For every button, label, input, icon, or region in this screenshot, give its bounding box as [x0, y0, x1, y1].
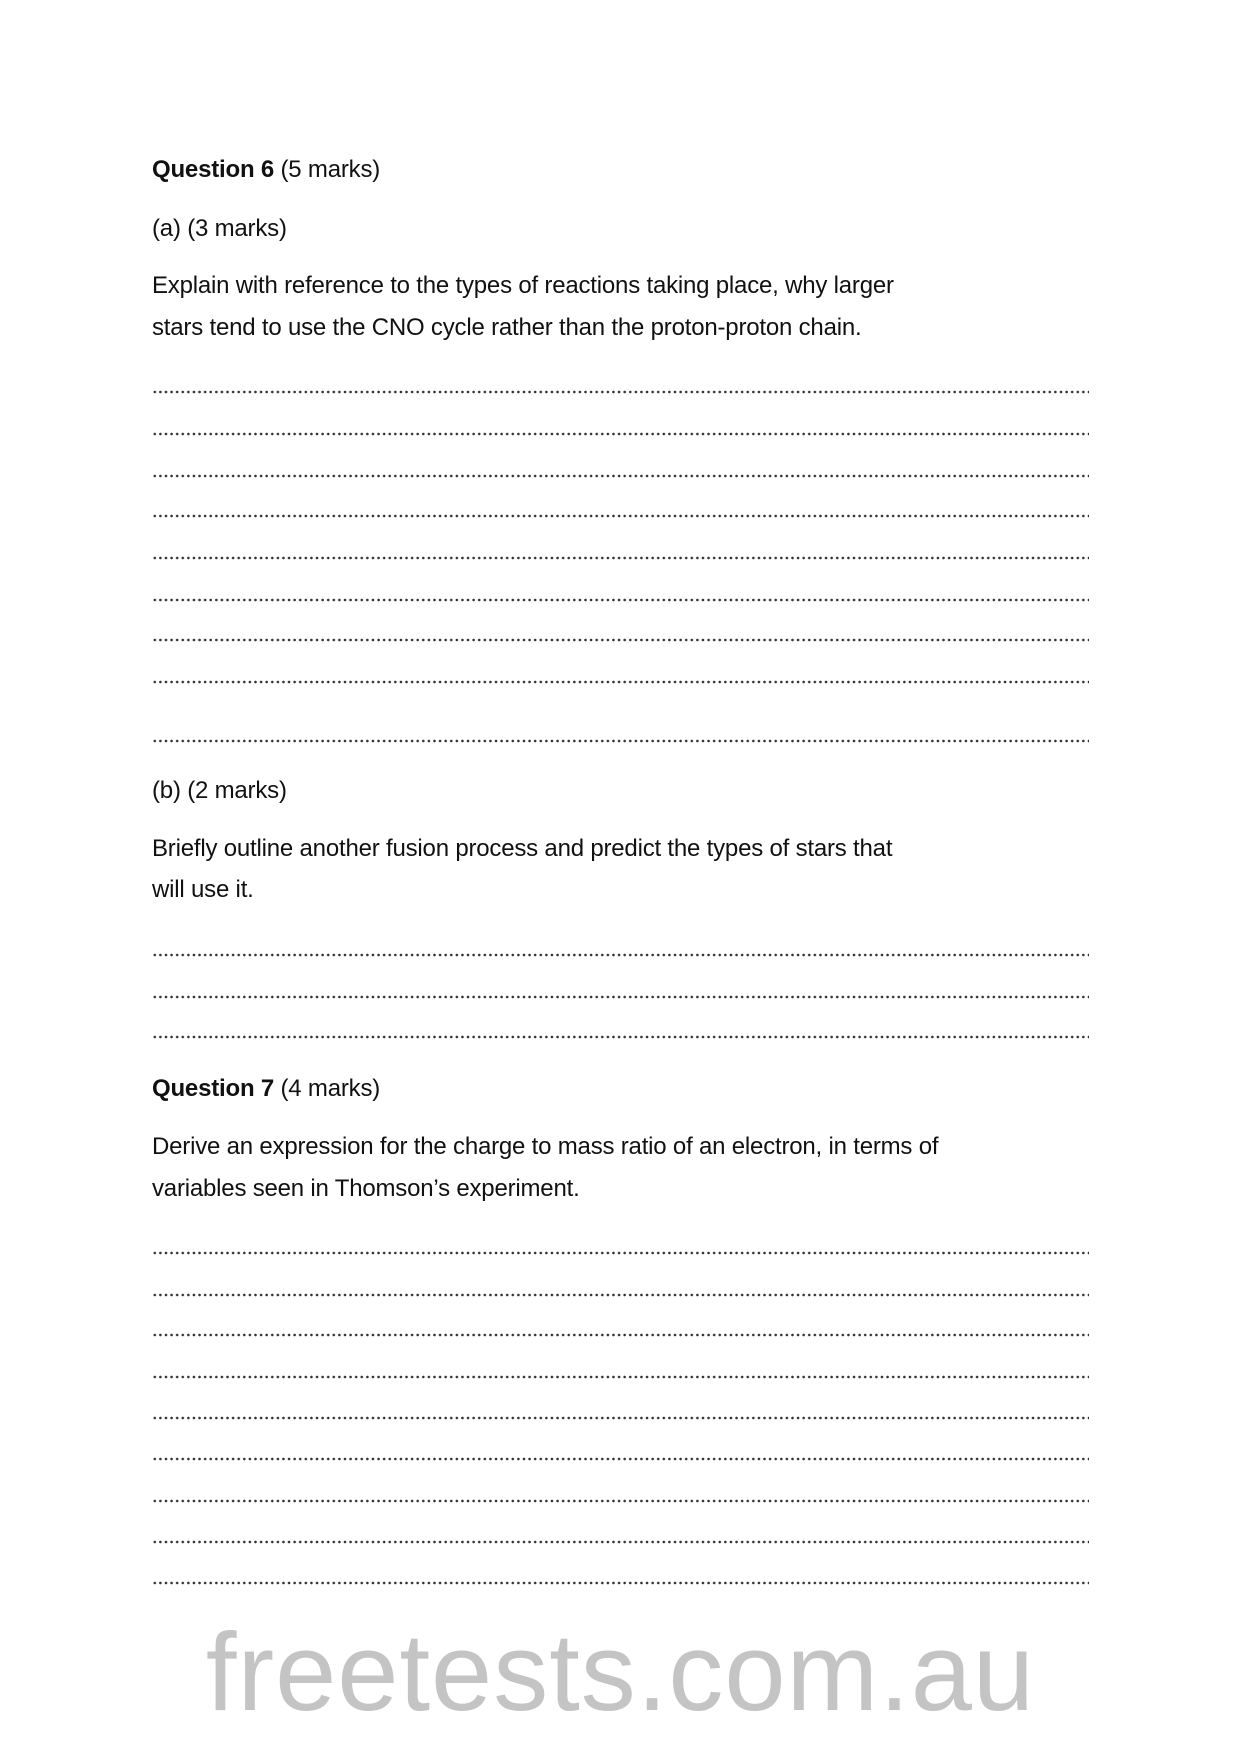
question-7-prompt-line-2: variables seen in Thomson’s experiment.	[152, 1175, 580, 1202]
question-7-answer-line[interactable]	[152, 1375, 1089, 1379]
part-a-prompt-line-2: stars tend to use the CNO cycle rather than the proton-proton chain.	[152, 314, 862, 341]
part-b-prompt-line-2: will use it.	[152, 876, 254, 903]
part-a-label: (a) (3 marks)	[152, 215, 287, 242]
part-a-answer-line[interactable]	[152, 739, 1089, 743]
part-b-prompt-line-1: Briefly outline another fusion process and predict the types of stars that	[152, 835, 893, 862]
question-7-answer-line[interactable]	[152, 1581, 1089, 1585]
part-a-prompt-line-1: Explain with reference to the types of reactions taking place, why larger	[152, 272, 894, 299]
question-7-answer-line[interactable]	[152, 1293, 1089, 1297]
part-b-answer-line[interactable]	[152, 995, 1089, 999]
part-b-label: (b) (2 marks)	[152, 777, 287, 804]
watermark: freetests.com.au	[205, 1611, 1036, 1734]
question-7-answer-line[interactable]	[152, 1499, 1089, 1503]
part-a-answer-line[interactable]	[152, 638, 1089, 642]
part-a-answer-line[interactable]	[152, 514, 1089, 518]
part-b-answer-line[interactable]	[152, 953, 1089, 957]
part-b-answer-line[interactable]	[152, 1035, 1089, 1039]
question-7-answer-line[interactable]	[152, 1333, 1089, 1337]
part-a-answer-line[interactable]	[152, 598, 1089, 602]
question-7-prompt-line-1: Derive an expression for the charge to mass ratio of an electron, in terms of	[152, 1133, 939, 1160]
question-7-answer-line[interactable]	[152, 1540, 1089, 1544]
question-7-answer-line[interactable]	[152, 1457, 1089, 1461]
part-a-answer-line[interactable]	[152, 390, 1089, 394]
question-7-answer-line[interactable]	[152, 1416, 1089, 1420]
question-7-heading	[152, 1075, 380, 1103]
question-7-marks: (4 marks)	[280, 1075, 381, 1102]
part-a-answer-line[interactable]	[152, 556, 1089, 560]
question-6-marks: (5 marks)	[280, 156, 381, 183]
question-7-answer-line[interactable]	[152, 1251, 1089, 1255]
part-a-answer-line[interactable]	[152, 474, 1089, 478]
question-6-title: Question 6	[152, 156, 275, 183]
question-6-heading	[152, 156, 380, 184]
part-a-answer-line[interactable]	[152, 432, 1089, 436]
question-7-title: Question 7	[152, 1075, 275, 1102]
part-a-answer-line[interactable]	[152, 680, 1089, 684]
